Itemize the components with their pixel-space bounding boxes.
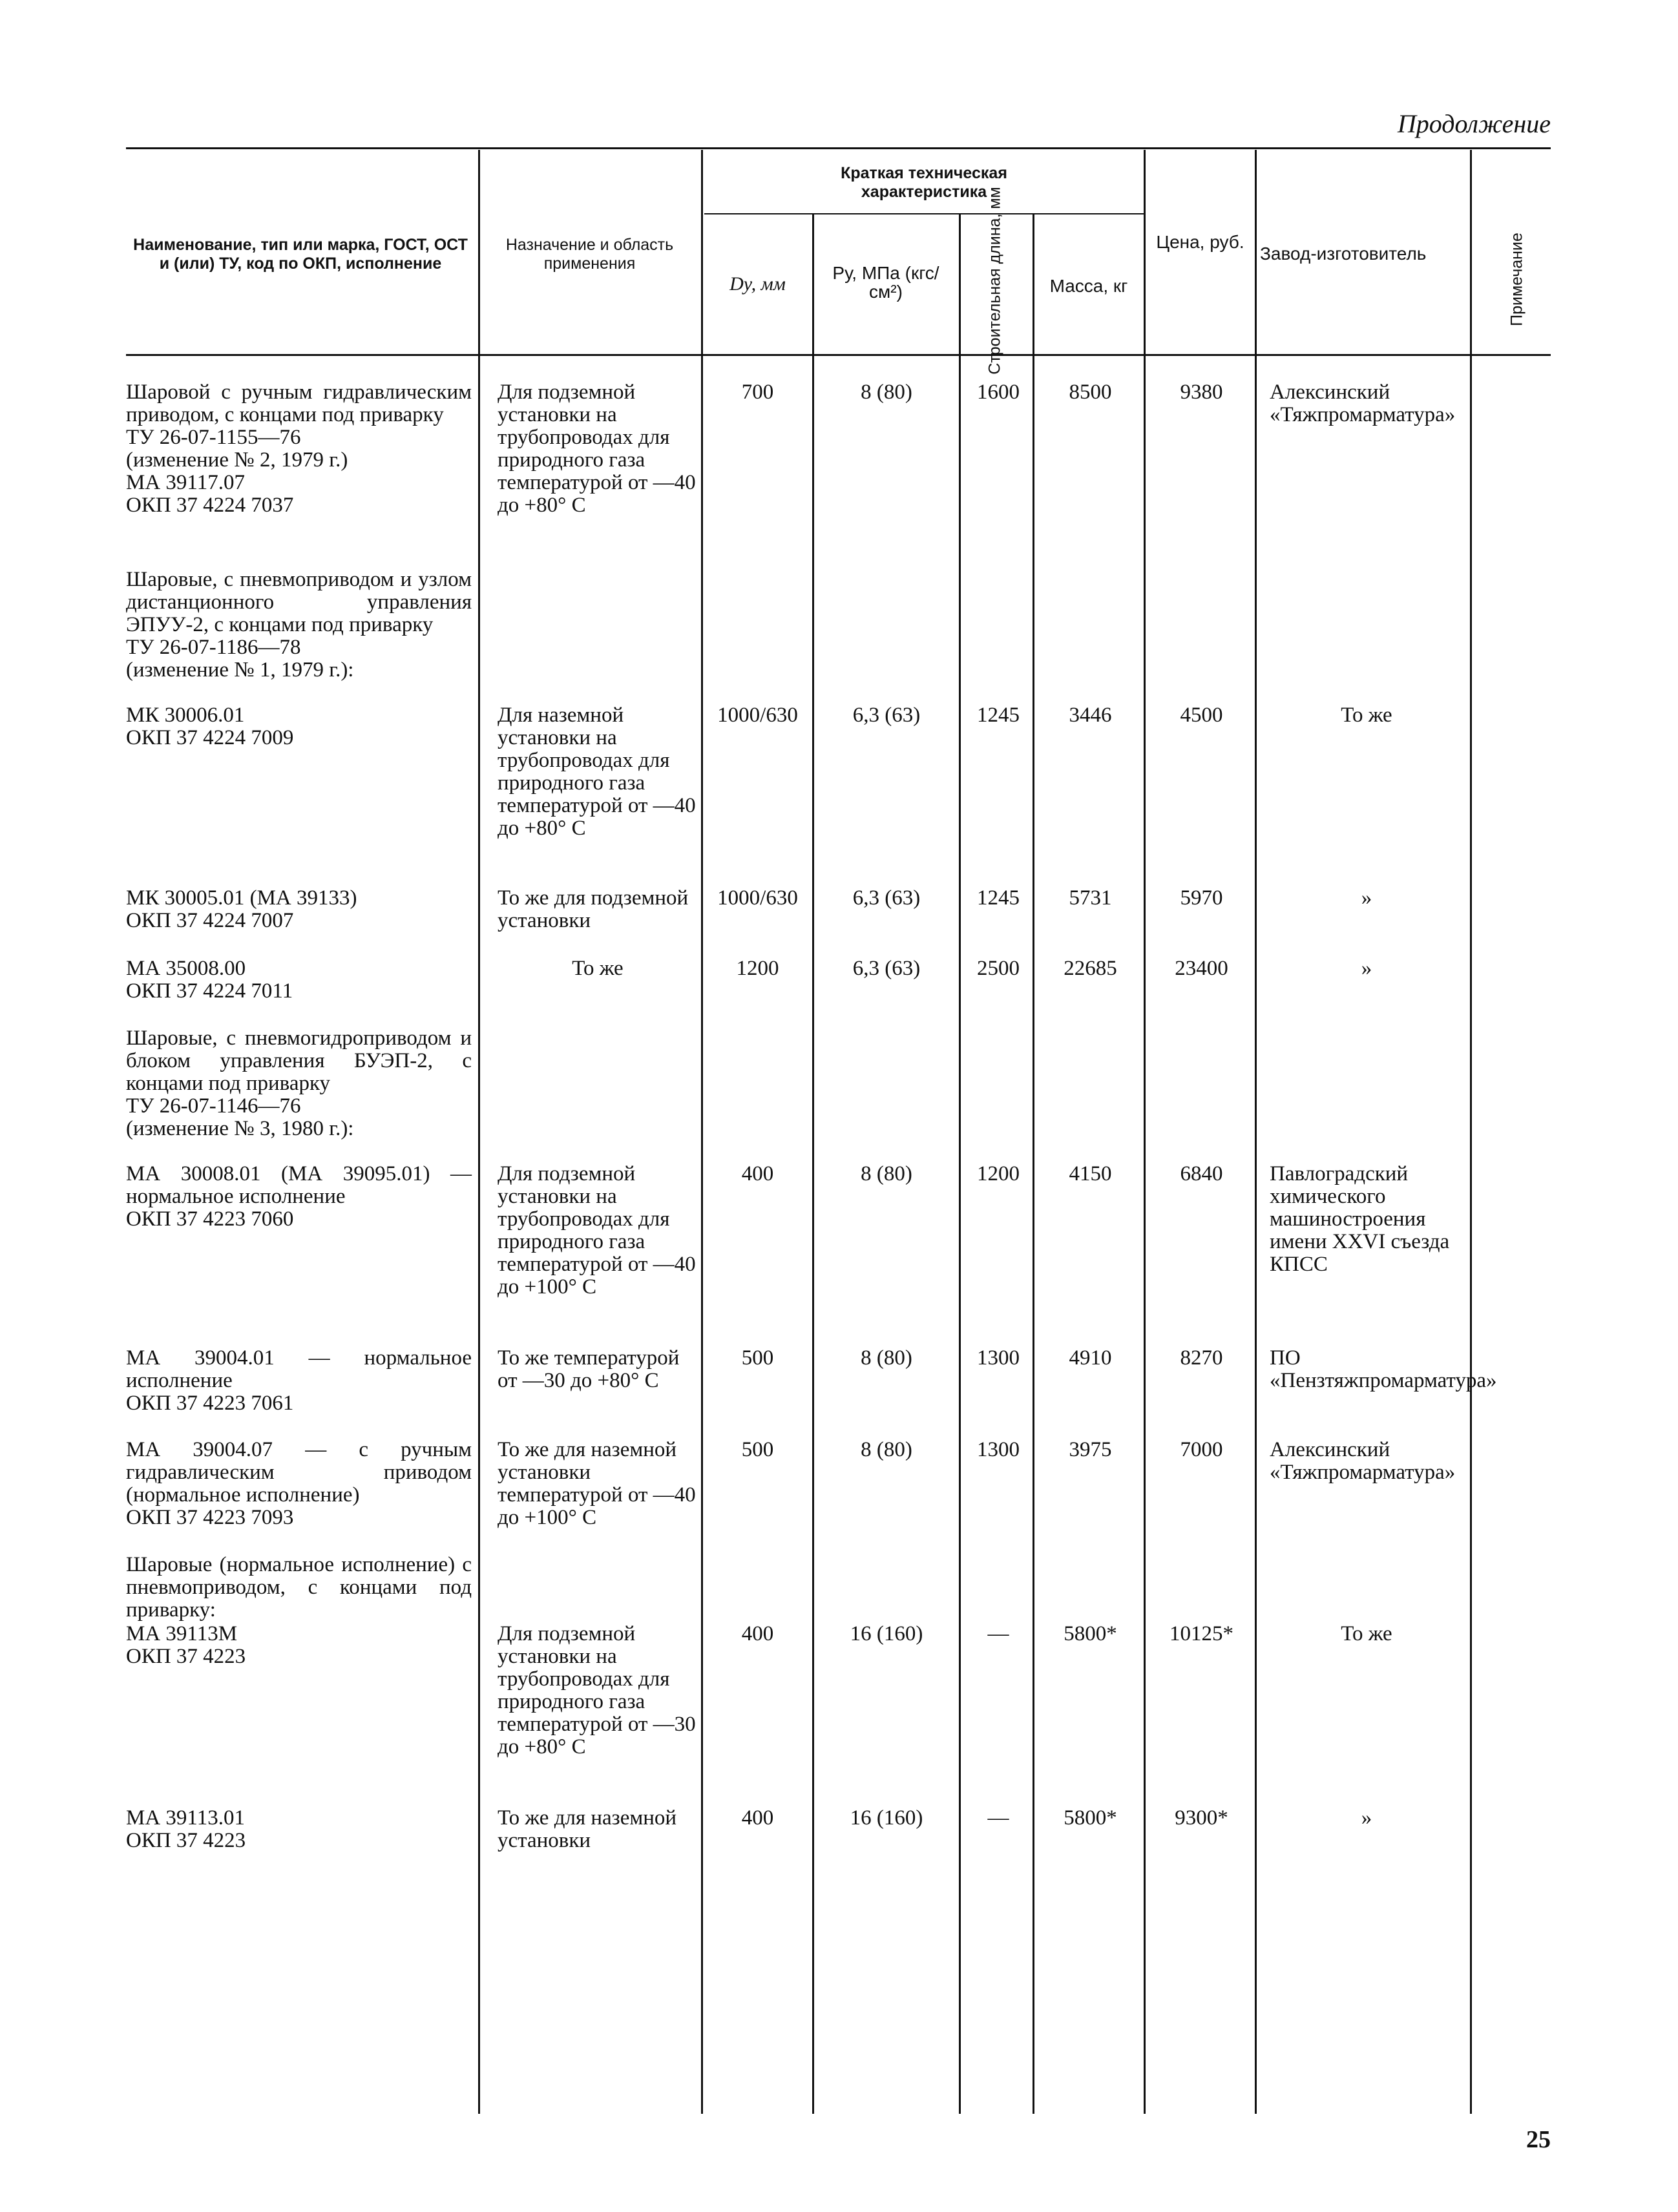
row-maker: Алексинский «Тяжпромарматура» xyxy=(1270,1438,1456,1484)
row-name: Шаровые, с пневмоприводом и узлом дистанционного управления ЭПУУ-2, с концами под приварку ТУ 26-07-1186—78 (изменение № 1, 1979 г.): xyxy=(126,568,472,682)
row-mass: 5800* xyxy=(1064,1622,1117,1645)
column-rule xyxy=(959,214,961,2114)
row-maker: » xyxy=(1361,886,1372,910)
row-purpose: Для наземной установки на трубопроводах для природного газа температурой от —40 до +80° С xyxy=(498,704,696,840)
row-dy: 500 xyxy=(741,1346,774,1370)
column-rule xyxy=(701,150,703,2114)
row-price: 6840 xyxy=(1180,1162,1223,1185)
row-maker: » xyxy=(1361,957,1372,980)
row-py: 6,3 (63) xyxy=(852,704,921,727)
row-mass: 5800* xyxy=(1064,1806,1117,1830)
row-maker: » xyxy=(1361,1806,1372,1830)
row-name: МА 39113М ОКП 37 4223 xyxy=(126,1622,246,1668)
row-py: 8 (80) xyxy=(861,1438,912,1461)
row-purpose: То же для наземной установки температурой от —40 до +100° С xyxy=(498,1438,696,1529)
row-name: Шаровые (нормальное исполнение) с пневмоприводом, с концами под приварку: xyxy=(126,1553,472,1622)
row-name: МА 39113.01 ОКП 37 4223 xyxy=(126,1806,246,1852)
row-name: МА 39004.07 — с ручным гидравлическим приводом (нормальное исполнение) ОКП 37 4223 7093 xyxy=(126,1438,472,1529)
header-mass: Масса, кг xyxy=(1049,276,1128,296)
row-mass: 4150 xyxy=(1069,1162,1112,1185)
row-mass: 5731 xyxy=(1069,886,1112,910)
row-length: 1200 xyxy=(977,1162,1020,1185)
row-name: МК 30006.01 ОКП 37 4224 7009 xyxy=(126,704,294,749)
row-mass: 4910 xyxy=(1069,1346,1112,1370)
column-rule xyxy=(812,214,814,2114)
column-rule xyxy=(1144,150,1146,2114)
row-py: 8 (80) xyxy=(861,1346,912,1370)
row-maker: ПО «Пензтяжпромарматура» xyxy=(1270,1346,1497,1392)
header-maker: Завод-изготовитель xyxy=(1260,244,1427,264)
row-dy: 400 xyxy=(741,1806,774,1830)
header-note: Примечание xyxy=(1507,233,1526,326)
row-dy: 1000/630 xyxy=(717,886,798,910)
header-dy: Dу, мм xyxy=(729,273,786,295)
row-price: 23400 xyxy=(1175,957,1228,980)
row-purpose: То же температурой от —30 до +80° С xyxy=(498,1346,680,1392)
row-price: 7000 xyxy=(1180,1438,1223,1461)
table-top-rule xyxy=(126,147,1551,149)
row-purpose: То же xyxy=(572,957,624,980)
header-tech-group: Краткая техническая характеристика xyxy=(841,164,1007,201)
page-number: 25 xyxy=(1526,2126,1551,2153)
row-py: 8 (80) xyxy=(861,1162,912,1185)
row-name: МА 35008.00 ОКП 37 4224 7011 xyxy=(126,957,293,1003)
row-dy: 400 xyxy=(741,1162,774,1185)
tech-group-rule xyxy=(704,213,1144,214)
header-length: Строительная длина, мм xyxy=(985,187,1004,375)
header-bottom-rule xyxy=(126,354,1551,356)
row-py: 16 (160) xyxy=(850,1622,923,1645)
row-length: 2500 xyxy=(977,957,1020,980)
row-mass: 3975 xyxy=(1069,1438,1112,1461)
continuation-label: Продолжение xyxy=(1397,109,1551,138)
header-name: Наименование, тип или марка, ГОСТ, ОСТ и (или) ТУ, код по ОКП, исполнение xyxy=(133,236,468,273)
row-dy: 500 xyxy=(741,1438,774,1461)
row-name: Шаровой с ручным гидравлическим приводом, с концами под приварку ТУ 26-07-1155—76 (изменение № 2, 1979 г.) МА 39117.07 ОКП 37 4224 7037 xyxy=(126,381,472,517)
row-name: МА 30008.01 (МА 39095.01) — нормальное исполнение ОКП 37 4223 7060 xyxy=(126,1162,472,1231)
row-length: — xyxy=(987,1806,1009,1830)
row-dy: 700 xyxy=(741,381,774,404)
column-rule xyxy=(1255,150,1257,2114)
row-maker: То же xyxy=(1341,704,1392,727)
header-purpose: Назначение и область применения xyxy=(505,236,674,273)
row-py: 16 (160) xyxy=(850,1806,923,1830)
row-price: 5970 xyxy=(1180,886,1223,910)
row-dy: 1200 xyxy=(736,957,779,980)
row-length: — xyxy=(987,1622,1009,1645)
row-length: 1245 xyxy=(977,704,1020,727)
row-py: 6,3 (63) xyxy=(852,886,921,910)
row-name: Шаровые, с пневмогидроприводом и блоком управления БУЭП-2, с концами под приварку ТУ 26-07-1146—76 (изменение № 3, 1980 г.): xyxy=(126,1027,472,1140)
row-length: 1300 xyxy=(977,1438,1020,1461)
row-maker: То же xyxy=(1341,1622,1392,1645)
header-py: Pу, МПа (кгс/см²) xyxy=(832,263,939,302)
row-length: 1245 xyxy=(977,886,1020,910)
header-price: Цена, руб. xyxy=(1156,232,1244,252)
row-purpose: То же для наземной установки xyxy=(498,1806,677,1852)
row-price: 4500 xyxy=(1180,704,1223,727)
row-purpose: Для подземной установки на трубопроводах для природного газа температурой от —40 до +80° С xyxy=(498,381,696,517)
row-maker: Павлоградский химического машиностроения имени XXVI съезда КПСС xyxy=(1270,1162,1450,1276)
column-rule xyxy=(478,150,480,2114)
row-maker: Алексинский «Тяжпромарматура» xyxy=(1270,381,1456,426)
row-length: 1600 xyxy=(977,381,1020,404)
row-price: 9300* xyxy=(1175,1806,1228,1830)
row-name: МК 30005.01 (МА 39133) ОКП 37 4224 7007 xyxy=(126,886,357,932)
row-price: 8270 xyxy=(1180,1346,1223,1370)
row-dy: 1000/630 xyxy=(717,704,798,727)
row-length: 1300 xyxy=(977,1346,1020,1370)
column-rule xyxy=(1470,150,1472,2114)
row-price: 9380 xyxy=(1180,381,1223,404)
row-price: 10125* xyxy=(1169,1622,1233,1645)
row-purpose: То же для подземной установки xyxy=(498,886,689,932)
row-mass: 3446 xyxy=(1069,704,1112,727)
row-purpose: Для подземной установки на трубопроводах для природного газа температурой от —30 до +80° С xyxy=(498,1622,696,1758)
row-name: МА 39004.01 — нормальное исполнение ОКП 37 4223 7061 xyxy=(126,1346,472,1415)
row-py: 6,3 (63) xyxy=(852,957,921,980)
row-mass: 8500 xyxy=(1069,381,1112,404)
row-purpose: Для подземной установки на трубопроводах для природного газа температурой от —40 до +100° С xyxy=(498,1162,696,1299)
row-mass: 22685 xyxy=(1064,957,1117,980)
row-py: 8 (80) xyxy=(861,381,912,404)
row-dy: 400 xyxy=(741,1622,774,1645)
